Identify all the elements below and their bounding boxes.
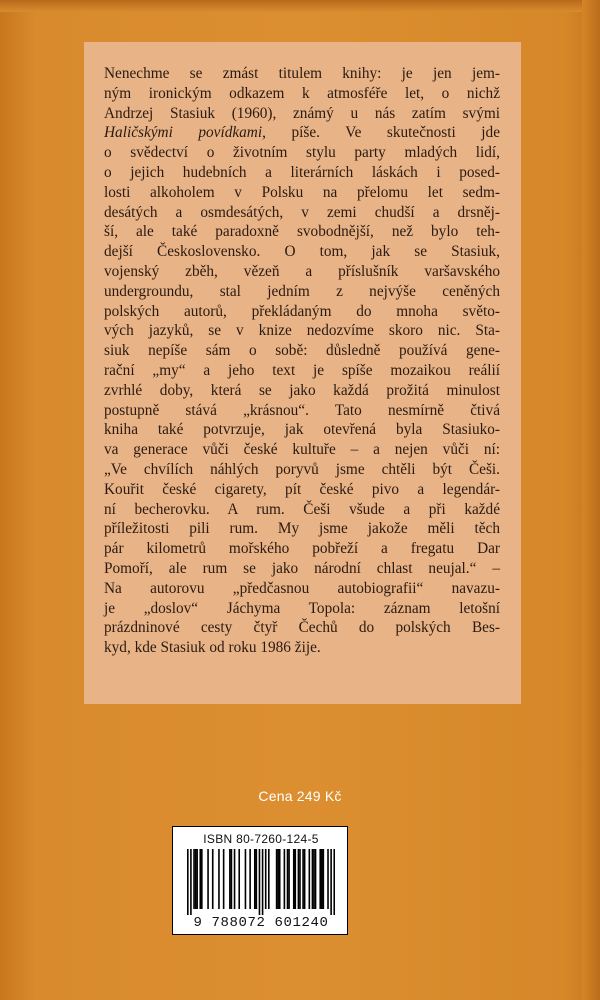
blurb-line: rační „my“ a jeho text je spíše mozaikou reálií <box>104 361 500 379</box>
barcode-bar <box>327 849 329 909</box>
blurb-line: dejší Československo. O tom, jak se Stasiuk, <box>104 243 500 261</box>
barcode-bar <box>199 849 201 909</box>
blurb-line: zvrhlé doby, která se jako každá prožitá minulost <box>104 381 500 399</box>
blurb-line: kyd, kde Stasiuk od roku 1986 žije. <box>104 639 321 657</box>
ean-digits: 9 788072 601240 <box>193 915 329 931</box>
blurb-line: příležitosti pili rum. My jsme jakože měli těch <box>104 520 500 538</box>
cover-spine-edge <box>582 0 600 1000</box>
blurb-line: vých jazyků, se v knize nedozvíme skoro nic. Sta- <box>104 322 500 340</box>
barcode-bar <box>298 849 300 909</box>
price-label: Cena 249 Kč <box>258 788 342 804</box>
barcode-label <box>172 826 348 935</box>
barcode-bar <box>304 849 306 909</box>
barcode-bar <box>277 849 279 909</box>
barcode-bar <box>323 849 325 909</box>
barcode-bar <box>218 849 220 909</box>
barcode-bar <box>309 849 311 909</box>
blurb-line: „Ve chvílích náhlých poryvů jsme chtěli být Češi. <box>104 460 500 478</box>
barcode-bar <box>187 849 189 915</box>
blurb-line: losti alkoholem v Polsku na přelomu let sedm- <box>104 183 500 201</box>
blurb-line: Haličskými povídkami, píše. Ve skutečnosti jde <box>104 124 500 142</box>
barcode-bar <box>229 849 231 909</box>
barcode-bar <box>196 849 198 909</box>
isbn-text: ISBN 80-7260-124-5 <box>203 832 319 846</box>
barcode-bar <box>276 849 278 909</box>
blurb-line: kniha také potvrzuje, jak otevřená byla Stasiuko- <box>104 421 500 439</box>
barcode-bar <box>245 849 247 909</box>
barcode-bar <box>321 849 323 909</box>
blurb-line: Kouřit české cigarety, pít české pivo a legendár- <box>104 480 500 498</box>
ean-barcode <box>187 849 335 915</box>
barcode-bar <box>333 849 335 915</box>
barcode-bar <box>212 849 214 909</box>
blurb-line: pár kilometrů mořského pobřeží a fregatu Dar <box>104 540 500 558</box>
barcode-bar <box>319 849 321 909</box>
barcode-bar <box>254 849 256 909</box>
blurb-line: polských autorů, překládaným do mnoha světo- <box>104 302 500 320</box>
blurb-line: Na autorovu „předčasnou autobiografii“ navazu- <box>104 579 500 597</box>
barcode-bar <box>315 849 317 909</box>
blurb-line: ší, ale také paradoxně svobodnější, než bylo teh- <box>104 223 500 241</box>
blurb-panel <box>84 42 521 704</box>
barcode-bar <box>223 849 225 909</box>
blurb-line: ní becherovku. A rum. Češi všude a při každé <box>104 500 500 518</box>
barcode-bar <box>193 849 195 909</box>
barcode-bar <box>299 849 301 909</box>
barcode-bar <box>288 849 290 909</box>
barcode-bar <box>279 849 281 909</box>
barcode-bar <box>268 849 270 909</box>
barcode-bar <box>287 849 289 909</box>
blurb-line: Pomoří, ale rum se jako národní chlast neujal.“ – <box>104 559 500 577</box>
barcode-bar <box>249 849 251 909</box>
barcode-bar <box>256 849 258 909</box>
barcode-bar <box>294 849 296 909</box>
barcode-bar <box>231 849 233 909</box>
blurb-line: postupně stává „krásnou“. Tato nesmírně čtivá <box>104 401 500 419</box>
barcode-bar <box>234 849 236 909</box>
barcode-bar <box>201 849 203 909</box>
barcode-bar <box>207 849 209 909</box>
blurb-line: o jejich hudebních a literárních láskách i posed- <box>104 163 500 181</box>
blurb-line: siuk nepíše sám o sobě: důsledně používá gene- <box>104 342 500 360</box>
blurb-line: Andrzej Stasiuk (1960), známý u nás zatím svými <box>104 104 500 122</box>
blurb-text <box>104 64 500 658</box>
barcode-bar <box>284 849 286 909</box>
barcode-bar <box>238 849 240 909</box>
barcode-bar <box>262 849 264 915</box>
cover-top-edge <box>0 0 600 12</box>
barcode-bar <box>313 849 315 909</box>
blurb-line: undergroundu, stal jedním z nejvýše ceněných <box>104 282 500 300</box>
blurb-line: va generace vůči české kultuře – a nejen vůči ní: <box>104 441 500 459</box>
blurb-line: o svědectví o životním stylu party mladých lidí, <box>104 144 500 162</box>
barcode-bar <box>330 849 332 915</box>
blurb-line: vojenský zběh, vězeň a příslušník varšavského <box>104 262 500 280</box>
blurb-line: je „doslov“ Jáchyma Topola: záznam letošní <box>104 599 500 617</box>
barcode-bar <box>312 849 314 909</box>
blurb-line: prázdninové cesty čtyř Čechů do polských Bes- <box>104 619 500 637</box>
blurb-line: ným ironickým odkazem k atmosféře let, o nichž <box>104 84 500 102</box>
barcode-bar <box>259 849 261 915</box>
blurb-line: Nenechme se zmást titulem knihy: je jen jem- <box>104 65 500 82</box>
barcode-bar <box>302 849 304 909</box>
barcode-bar <box>265 849 267 909</box>
blurb-line: desátých a osmdesátých, v zemi chudší a drsněj- <box>104 203 500 221</box>
barcode-bar <box>195 849 197 909</box>
barcode-bar <box>190 849 192 915</box>
barcode-bar <box>293 849 295 909</box>
